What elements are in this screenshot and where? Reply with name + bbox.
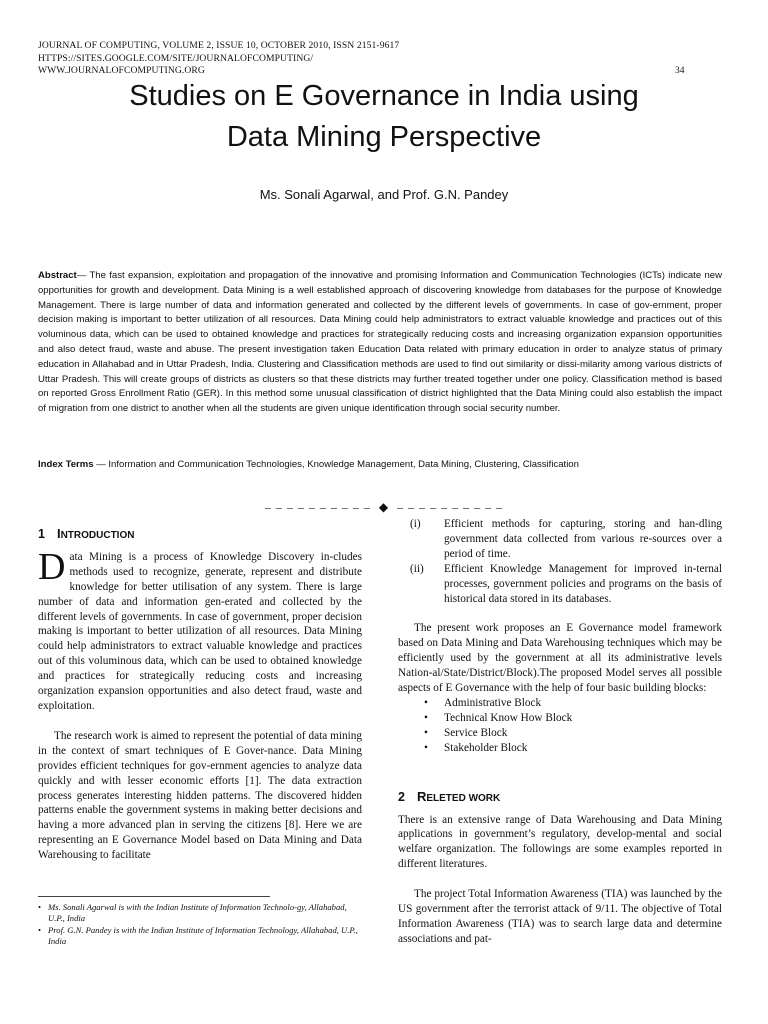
section-title-rest: ELETED WORK bbox=[426, 792, 501, 804]
abstract-dash: — bbox=[76, 270, 87, 281]
footnotes bbox=[38, 902, 358, 948]
section-heading-introduction bbox=[38, 527, 362, 544]
section-title-initial: R bbox=[416, 788, 427, 804]
diamond-icon: ◆ bbox=[378, 500, 390, 514]
section-number: 1 bbox=[38, 527, 45, 541]
authors: Ms. Sonali Agarwal, and Prof. G.N. Pandey bbox=[259, 187, 509, 202]
building-blocks-list bbox=[398, 696, 722, 756]
intro-paragraph-2: The research work is aimed to represent the potential of data mining in the context of smart techniques of E Gover-nance. Data Mining provides efficient techniques for gov-ernment agencies to analyze data quickly and with lesser economic efforts [1]. The data extraction process generates interesting hidden patterns. The discovered hidden patterns enable the government systems in making better decisions and having a more advanced plan in serving the citizens [8]. Here we are representing an E Governance Model based on Data Mining and Data Warehousing to facilitate bbox=[38, 729, 362, 862]
right-column bbox=[398, 517, 722, 947]
divider-left: – – – – – – – – – – bbox=[264, 500, 371, 514]
section-number: 2 bbox=[398, 789, 405, 804]
index-terms-dash: — bbox=[93, 459, 109, 470]
list-item-text: Service Block bbox=[444, 726, 508, 739]
list-item-text: Administrative Block bbox=[444, 696, 542, 709]
drop-cap: D bbox=[38, 545, 66, 588]
index-terms-label: Index Terms bbox=[38, 459, 94, 470]
bullet-icon: • bbox=[424, 726, 428, 739]
abstract-text: The fast expansion, exploitation and propagation of the innovative and promising Information and Communication Technologies (ICTs) indicate new opportunities for growth and development. Data Mining is a well established approach of discovering knowledge from databases for the purpose of Knowledge Management. There is large number of data and information generated and collected by the different levels of governments. In case of gov-ernment, proper decision making is important to better utilization of all resources. Data Mining could help administrators to extract valuable knowledge and practices out of this voluminous data, which can be used to obtained knowledge and practices for strategically reducing costs and increasing organization expansion opportunities and also detect fraud, waste and abuse. The present investigation taken Education Data related with primary education in order to analyze status of primary education in Allahabad and in Uttar Pradesh, India. Clustering and Classification methods are used to find out similarity or dissi-milarity among various districts of Uttar Pradesh. This will create groups of districts as clusters so that these districts may further treated together under one policy. Classification method is based on reported Gross Enrollment Ratio (GER). In this method some unusual classification of district highlighted that the Data Mining could also establish the impact of migration from one district to another when all the students are given unique identification through social security number. bbox=[38, 270, 722, 415]
journal-url-line: HTTPS://SITES.GOOGLE.COM/SITE/JOURNALOFCOMPUTING/ bbox=[38, 52, 314, 64]
page-number: 34 bbox=[675, 66, 685, 76]
list-item bbox=[398, 741, 722, 756]
related-work-paragraph-1: There is an extensive range of Data Warehousing and Data Mining applications in government’s regulatory, develop-mental and social welfare organization. The followings are some examples reported in different literatures. bbox=[398, 813, 722, 871]
list-item bbox=[398, 562, 722, 607]
list-item bbox=[398, 696, 722, 711]
index-terms bbox=[38, 459, 738, 470]
intro-paragraph-1 bbox=[38, 545, 362, 714]
intro-paragraph-1-text: ata Mining is a process of Knowledge Discovery in-cludes methods used to recognize, generate, represent and distribute knowledge for better utilisation of any system. There is large number of data and information gen-erated and collected by the different levels of governments. In case of government, proper decision making is important to better utilization of all resources. Data Mining could help administrators to extract valuable knowledge and practices out of this voluminous data, which can be used to obtained knowledge and practices for strategically reducing costs and increasing organization expansion opportunities and also detect fraud, waste and exploitation. bbox=[38, 550, 362, 712]
journal-line: JOURNAL OF COMPUTING, VOLUME 2, ISSUE 10, OCTOBER 2010, ISSN 2151-9617 bbox=[38, 40, 400, 51]
section-heading-related-work bbox=[398, 790, 722, 807]
bullet-icon: • bbox=[424, 696, 428, 709]
bullet-icon: • bbox=[38, 924, 42, 935]
list-item bbox=[398, 711, 722, 726]
list-item-text: Stakeholder Block bbox=[444, 741, 528, 754]
running-header bbox=[38, 40, 738, 78]
bullet-icon: • bbox=[424, 711, 428, 724]
abstract-label: Abstract bbox=[38, 270, 77, 281]
list-item bbox=[398, 517, 722, 562]
footnote-text: Prof. G.N. Pandey is with the Indian Institute of Information Technology, Allahabad, U.P., India bbox=[48, 924, 358, 947]
index-terms-text: Information and Communication Technologies, Knowledge Management, Data Mining, Clustering, Classification bbox=[108, 459, 579, 470]
list-item-label: (ii) bbox=[410, 562, 424, 575]
journal-website-line: WWW.JOURNALOFCOMPUTING.ORG bbox=[38, 65, 205, 76]
footnote-item bbox=[38, 925, 358, 948]
bullet-icon: • bbox=[424, 741, 428, 754]
bullet-icon: • bbox=[38, 902, 42, 912]
list-item-label: (i) bbox=[410, 518, 421, 530]
section-title-initial: I bbox=[56, 526, 61, 541]
title-line-1: Studies on E Governance in India using bbox=[129, 80, 639, 112]
list-item-text: Efficient methods for capturing, storing and han-dling government data collected from various re-sources over a period of time. bbox=[444, 518, 722, 560]
left-column bbox=[38, 527, 362, 863]
footnote-text: Ms. Sonali Agarwal is with the Indian Institute of Information Technolo-gy, Allahabad, U.P., India bbox=[48, 902, 347, 924]
list-item-text: Technical Know How Block bbox=[444, 711, 573, 724]
abstract bbox=[38, 269, 722, 417]
list-item bbox=[398, 726, 722, 741]
footnote-rule bbox=[38, 896, 270, 897]
divider-right: – – – – – – – – – – bbox=[397, 500, 504, 514]
footnote-item bbox=[38, 902, 358, 925]
paper-title bbox=[0, 76, 768, 158]
related-work-paragraph-2: The project Total Information Awareness (TIA) was launched by the US government after the terrorist attack of 9/11. The objective of Total Information Awareness (TIA) was to search large data and determine associations and pat- bbox=[398, 888, 722, 945]
list-item-text: Efficient Knowledge Management for improved in-ternal processes, government policies and programs on the basis of historical data stored in its databases. bbox=[444, 562, 722, 605]
model-paragraph: The present work proposes an E Governance model framework based on Data Mining and Data Warehousing techniques which may be efficiently used by the government at all its administrative levels Nation-al/State/District/Block).The proposed Model serves all possible aspects of E Governance with the help of four basic building blocks: bbox=[398, 622, 722, 695]
title-line-2: Data Mining Perspective bbox=[226, 121, 542, 153]
numbered-list bbox=[398, 517, 722, 606]
section-divider bbox=[0, 500, 768, 515]
section-title-rest: NTRODUCTION bbox=[60, 530, 135, 541]
